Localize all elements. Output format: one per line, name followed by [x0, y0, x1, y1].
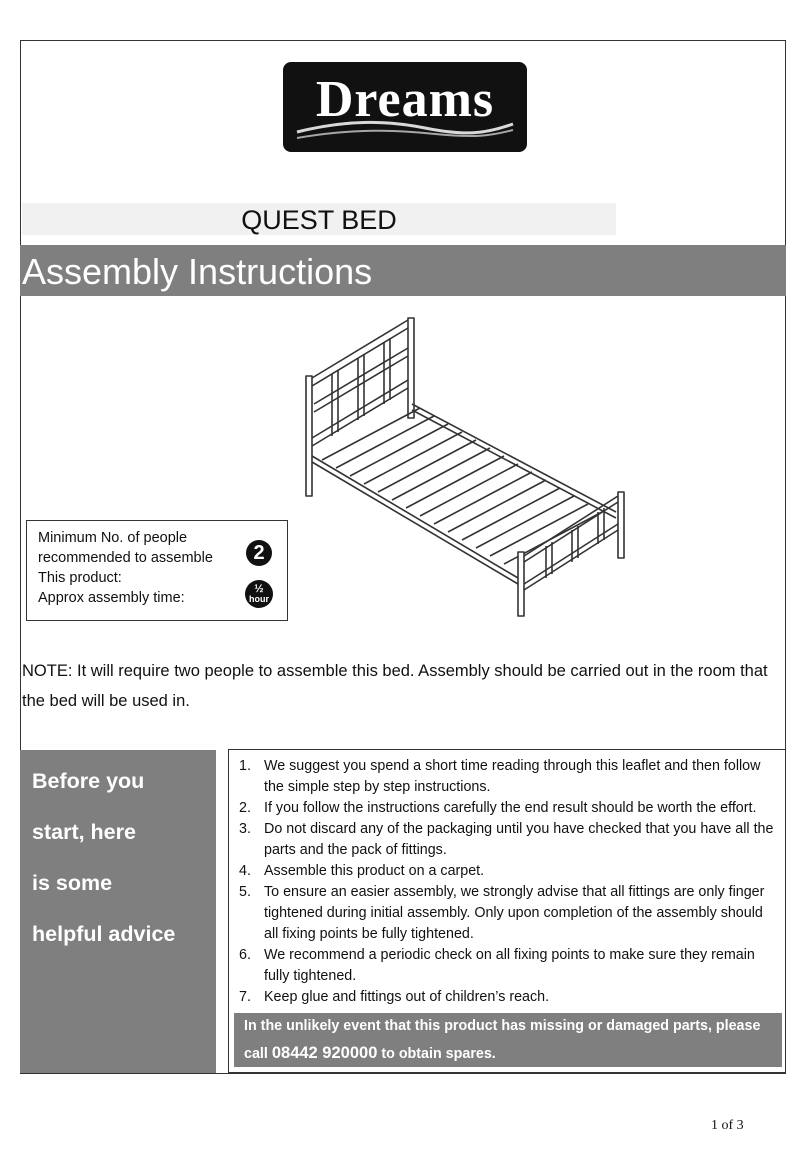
two-people-icon: 2	[246, 540, 272, 566]
requirement-line: Minimum No. of people	[38, 530, 188, 546]
advice-line: start, here	[32, 820, 136, 844]
list-text: We recommend a periodic check on all fixing points to make sure they remain fully tightened.	[264, 947, 755, 984]
list-text: We suggest you spend a short time reading through this leaflet and then follow the simple step by step instructions.	[264, 758, 761, 795]
list-text: Keep glue and fittings out of children’s reach.	[264, 989, 550, 1005]
list-number: 1.	[239, 758, 251, 774]
bed-frame-icon	[300, 312, 635, 622]
advice-panel	[20, 750, 216, 1073]
advice-line: is some	[32, 871, 113, 895]
requirement-line: Approx assembly time:	[38, 590, 185, 606]
list-item	[239, 945, 779, 987]
spares-line: In the unlikely event that this product has missing or damaged parts, please	[244, 1018, 761, 1034]
list-text: Assemble this product on a carpet.	[264, 863, 485, 879]
page-number: 1 of 3	[711, 1118, 744, 1133]
spares-suffix: to obtain spares.	[381, 1046, 496, 1062]
list-number: 4.	[239, 863, 251, 879]
assembly-requirements-box	[26, 520, 288, 621]
requirement-line: This product:	[38, 570, 122, 586]
spares-phone-number: 08442 920000	[271, 1044, 378, 1062]
product-title: QUEST BED	[22, 203, 616, 235]
advice-list	[239, 756, 779, 1008]
time-fraction: ½	[254, 583, 264, 595]
advice-line: Before you	[32, 769, 145, 793]
list-number: 7.	[239, 989, 251, 1005]
time-unit: hour	[249, 594, 269, 604]
spares-call: call	[244, 1046, 268, 1062]
list-item	[239, 987, 779, 1008]
list-item	[239, 798, 779, 819]
list-item	[239, 861, 779, 882]
list-item	[239, 756, 779, 798]
spares-notice	[234, 1013, 782, 1067]
assembly-instructions-banner: Assembly Instructions	[20, 245, 786, 296]
requirement-line: recommended to assemble	[38, 550, 213, 566]
dreams-logo	[283, 62, 527, 152]
list-text: Do not discard any of the packaging until you have checked that you have all the parts and the pack of fittings.	[264, 821, 774, 858]
half-hour-icon	[245, 580, 273, 608]
list-text: If you follow the instructions carefully the end result should be worth the effort.	[264, 800, 757, 816]
spares-line-2	[244, 1040, 782, 1068]
logo-wordmark: Dreams	[315, 71, 495, 128]
list-number: 5.	[239, 884, 251, 900]
list-item	[239, 819, 779, 861]
list-text: To ensure an easier assembly, we strongly advise that all fittings are only finger tightened during initial assembly. Only upon completion of the assembly should all fixing points be fully tightened.	[264, 884, 765, 942]
list-number: 3.	[239, 821, 251, 837]
list-number: 2.	[239, 800, 251, 816]
logo-swoosh-icon	[295, 118, 515, 142]
list-number: 6.	[239, 947, 251, 963]
advice-line: helpful advice	[32, 922, 176, 946]
assembly-note: NOTE: It will require two people to assemble this bed. Assembly should be carried out in the room that the bed will be used in.	[22, 662, 768, 710]
list-item	[239, 882, 779, 945]
